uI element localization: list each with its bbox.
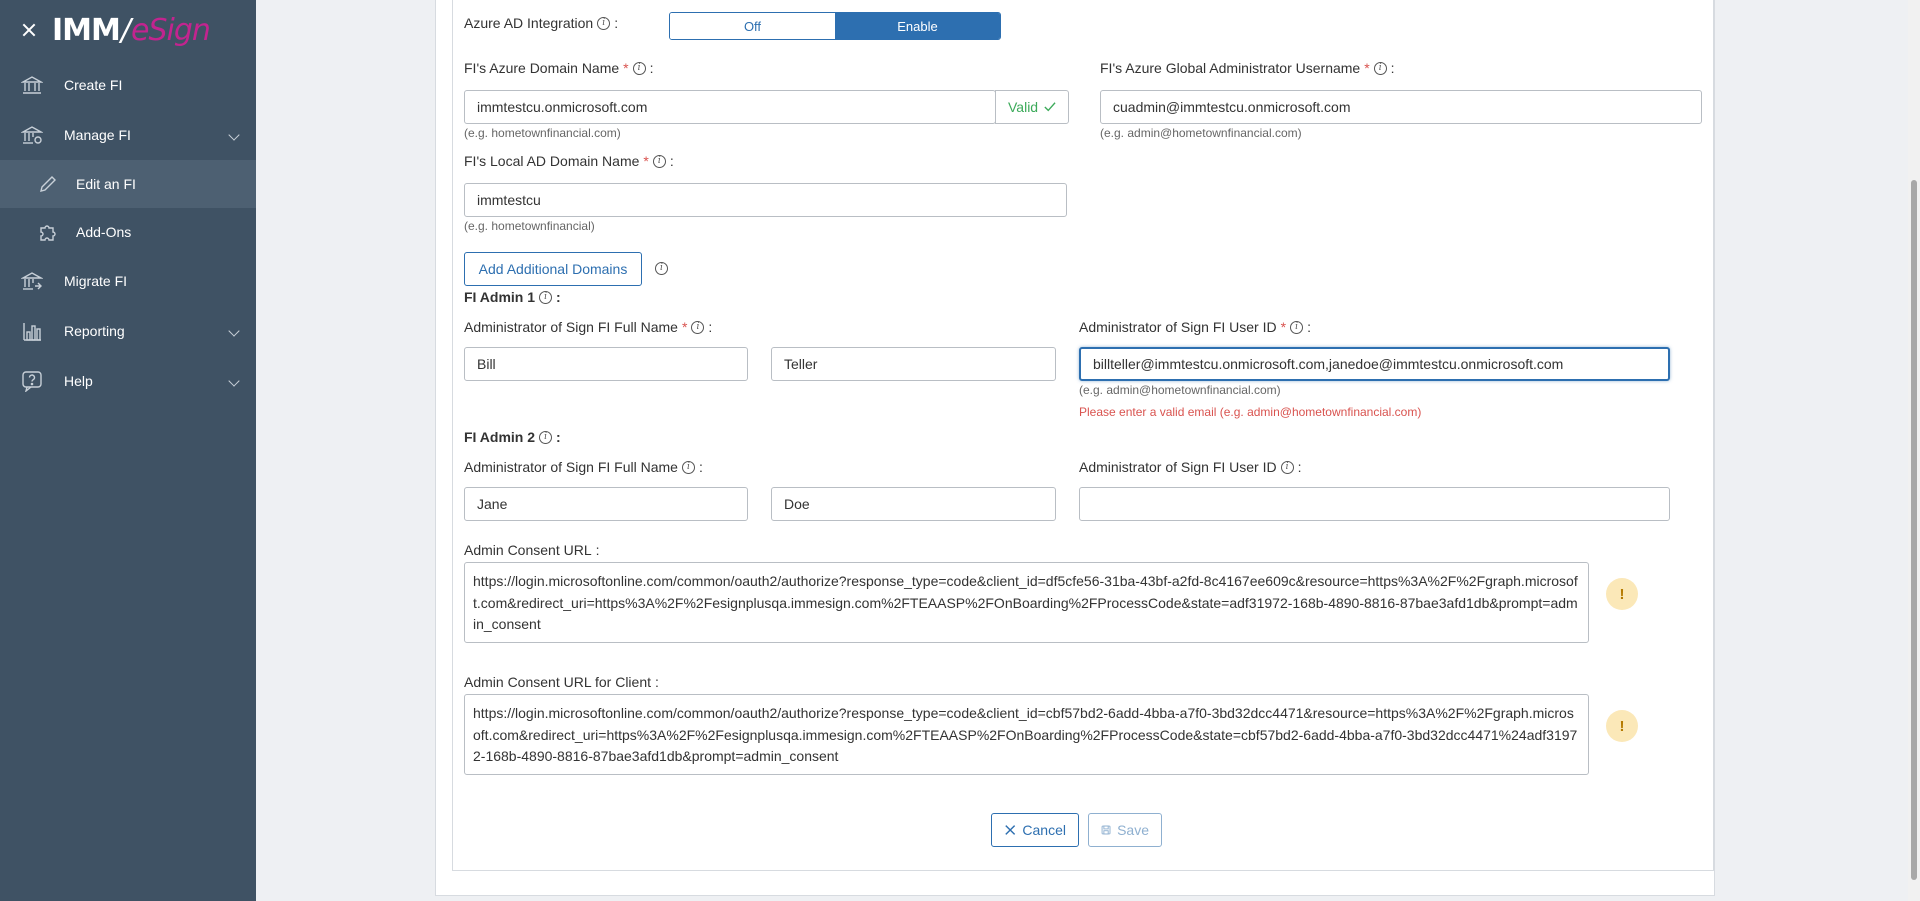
info-icon[interactable]: i — [691, 321, 704, 334]
admin1-first-name-input[interactable]: Bill — [464, 347, 748, 381]
azure-admin-label: FI's Azure Global Administrator Username * i : — [1100, 60, 1395, 76]
consent-url-client-textarea[interactable]: https://login.microsoftonline.com/common/oauth2/authorize?response_type=code&client_id=cbf57bd2-6add-4bba-a7f0-3bd32dcc4471&resource=https%3A%2F%2Fgraph.microsoft.com&redirect_uri=https%3A%2F%2Fesignplusqa.immesign.com%2FTEAASP%2FOnBoarding%2FProcessCode&state=cbf57bd2-6add-4bba-a7f0-3bd32dcc4471%24adf31972-168b-4890-8816-87bae3afd1db&prompt=admin_consent — [464, 694, 1589, 775]
consent-url-textarea[interactable]: https://login.microsoftonline.com/common/oauth2/authorize?response_type=code&client_id=df5cfe56-31ba-43bf-a2fd-8c4167ee609c&resource=https%3A%2F%2Fgraph.microsoft.com&redirect_uri=https%3A%2F%2Fesignplusqa.immesign.com%2FTEAASP%2FOnBoarding%2FProcessCode&state=adf31972-168b-4890-8816-87bae3afd1db&prompt=admin_consent — [464, 562, 1589, 643]
admin2-first-name-input[interactable]: Jane — [464, 487, 748, 521]
page-scrollbar[interactable] — [1908, 0, 1920, 901]
floppy-disk-icon — [1101, 823, 1111, 837]
sidebar-item-reporting[interactable] — [0, 306, 256, 356]
info-icon[interactable]: i — [1281, 461, 1294, 474]
admin2-name-label: Administrator of Sign FI Full Name i : — [464, 459, 703, 475]
info-icon[interactable]: i — [1374, 62, 1387, 75]
valid-badge: Valid — [995, 90, 1069, 124]
sidebar — [0, 0, 256, 901]
fi-admin-2-title: FI Admin 2 i : — [464, 429, 561, 445]
azure-admin-hint: (e.g. admin@hometownfinancial.com) — [1100, 126, 1302, 140]
sidebar-item-migrate-fi[interactable] — [0, 256, 256, 306]
local-domain-input[interactable]: immtestcu — [464, 183, 1067, 217]
bank-arrow-icon — [20, 269, 44, 293]
question-bubble-icon — [20, 369, 44, 393]
sidebar-item-create-fi[interactable] — [0, 60, 256, 110]
app-logo: IMM / eSign — [52, 12, 210, 48]
chevron-down-icon — [228, 129, 239, 140]
azure-domain-input[interactable]: immtestcu.onmicrosoft.com — [464, 90, 996, 124]
sidebar-item-help[interactable] — [0, 356, 256, 406]
info-icon[interactable]: i — [633, 62, 646, 75]
azure-domain-hint: (e.g. hometownfinancial.com) — [464, 126, 621, 140]
info-icon[interactable]: i — [597, 17, 610, 30]
main-content — [256, 0, 1916, 901]
sidebar-item-label: Migrate FI — [64, 273, 128, 289]
info-icon[interactable]: i — [655, 262, 668, 275]
azure-ad-toggle[interactable] — [669, 12, 1001, 40]
info-icon[interactable]: i — [682, 461, 695, 474]
toggle-off-option[interactable]: Off — [670, 13, 835, 39]
sidebar-item-add-ons[interactable] — [0, 208, 256, 256]
sidebar-item-label: Help — [64, 373, 93, 389]
sidebar-nav — [0, 60, 256, 406]
warning-icon[interactable]: ! — [1606, 578, 1638, 610]
add-additional-domains-button[interactable]: Add Additional Domains — [464, 252, 642, 286]
admin1-uid-hint: (e.g. admin@hometownfinancial.com) — [1079, 383, 1281, 397]
azure-ad-label: Azure AD Integration i : — [464, 15, 619, 31]
info-icon[interactable]: i — [539, 431, 552, 444]
checkmark-icon — [1044, 101, 1056, 113]
consent-url-label: Admin Consent URL : — [464, 542, 600, 558]
sidebar-item-label: Reporting — [64, 323, 125, 339]
admin2-user-id-input[interactable] — [1079, 487, 1670, 521]
admin1-last-name-input[interactable]: Teller — [771, 347, 1056, 381]
form-container — [452, 0, 1714, 871]
local-domain-label: FI's Local AD Domain Name * i : — [464, 153, 674, 169]
sidebar-item-label: Manage FI — [64, 127, 131, 143]
sidebar-header — [0, 0, 256, 60]
info-icon[interactable]: i — [1290, 321, 1303, 334]
sidebar-item-label: Edit an FI — [76, 176, 136, 192]
admin1-user-id-input[interactable]: billteller@immtestcu.onmicrosoft.com,janedoe@immtestcu.onmicrosoft.com — [1079, 347, 1670, 381]
sidebar-item-label: Create FI — [64, 77, 123, 93]
chevron-down-icon — [228, 325, 239, 336]
admin1-uid-error: Please enter a valid email (e.g. admin@hometownfinancial.com) — [1079, 405, 1422, 419]
admin1-uid-label: Administrator of Sign FI User ID * i : — [1079, 319, 1311, 335]
local-domain-hint: (e.g. hometownfinancial) — [464, 219, 595, 233]
toggle-enable-option[interactable]: Enable — [835, 13, 1000, 39]
warning-icon[interactable]: ! — [1606, 710, 1638, 742]
bank-icon — [20, 73, 44, 97]
info-icon[interactable]: i — [539, 291, 552, 304]
sidebar-item-label: Add-Ons — [76, 224, 132, 240]
puzzle-icon — [36, 220, 60, 244]
close-icon — [1004, 823, 1016, 837]
pencil-icon — [36, 172, 60, 196]
admin2-last-name-input[interactable]: Doe — [771, 487, 1056, 521]
admin1-name-label: Administrator of Sign FI Full Name * i : — [464, 319, 713, 335]
azure-domain-label: FI's Azure Domain Name * i : — [464, 60, 654, 76]
bar-chart-icon — [20, 319, 44, 343]
azure-admin-input[interactable]: cuadmin@immtestcu.onmicrosoft.com — [1100, 90, 1702, 124]
sidebar-item-manage-fi[interactable] — [0, 110, 256, 160]
save-button[interactable]: Save — [1088, 813, 1162, 847]
scrollbar-thumb[interactable] — [1911, 180, 1917, 880]
edit-fi-panel — [435, 0, 1715, 896]
consent-url-client-label: Admin Consent URL for Client : — [464, 674, 659, 690]
close-icon[interactable] — [20, 21, 38, 39]
info-icon[interactable]: i — [653, 155, 666, 168]
bank-gear-icon — [20, 123, 44, 147]
admin2-uid-label: Administrator of Sign FI User ID i : — [1079, 459, 1302, 475]
chevron-down-icon — [228, 375, 239, 386]
cancel-button[interactable]: Cancel — [991, 813, 1079, 847]
fi-admin-1-title: FI Admin 1 i : — [464, 289, 561, 305]
sidebar-item-edit-fi[interactable] — [0, 160, 256, 208]
